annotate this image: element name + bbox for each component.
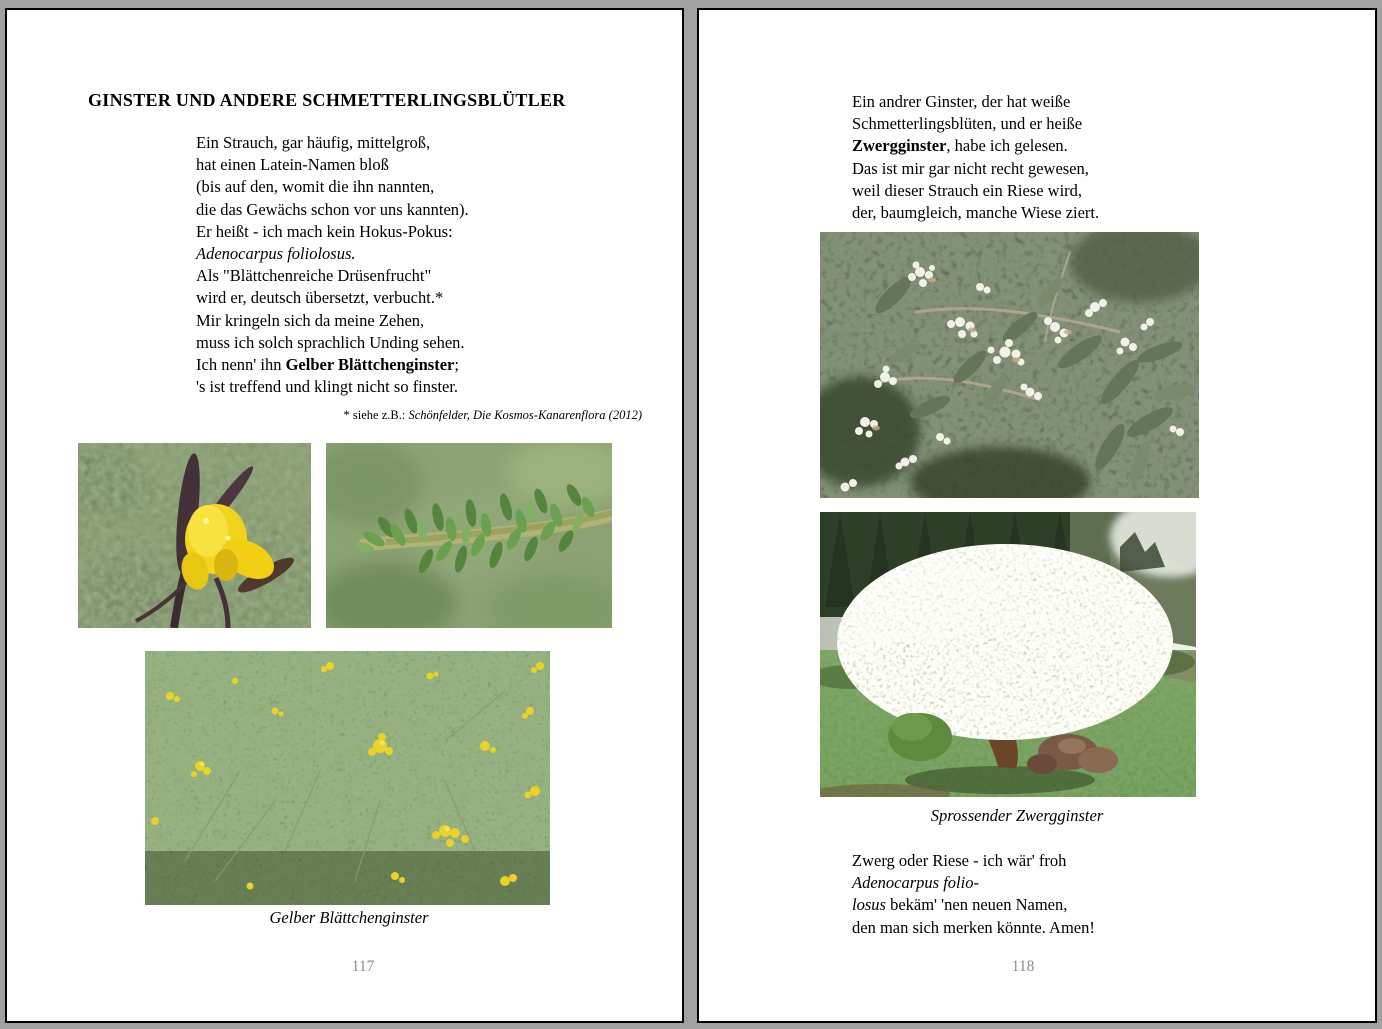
poem-line: Zwerg oder Riese - ich wär' froh — [852, 851, 1067, 870]
poem-line: wird er, deutsch übersetzt, verbucht.* — [196, 288, 444, 308]
poem-line: Ein andrer Ginster, der hat weiße — [852, 92, 1071, 111]
poem-zwerg-oder-riese — [852, 850, 1095, 939]
poem-line: Er heißt - ich mach kein Hokus-Pokus: — [196, 221, 453, 241]
poem-line: den man sich merken könnte. Amen! — [852, 917, 1095, 937]
photo-caption: Gelber Blättchenginster — [269, 908, 429, 927]
photo-flowering-shrub-landscape — [820, 512, 1196, 797]
poem-line: Ein Strauch, gar häufig, mittelgroß, — [196, 133, 431, 152]
poem-line: Als "Blättchenreiche Drüsenfrucht" — [196, 266, 432, 286]
page-number: 118 — [1011, 958, 1035, 975]
poem-line: losus bekäm' 'nen neuen Namen, — [852, 895, 1068, 915]
poem-line: Das ist mir gar nicht recht gewesen, — [852, 158, 1089, 178]
poem-line: Mir kringeln sich da meine Zehen, — [196, 310, 425, 330]
poem-line: Adenocarpus foliolosus. — [196, 244, 356, 264]
poem-line: hat einen Latein-Namen bloß — [196, 155, 389, 175]
poem-line: (bis auf den, womit die ihn nannten, — [196, 177, 435, 197]
poem-gelber-blaettchenginster — [196, 132, 469, 398]
photo-caption: Sprossender Zwergginster — [930, 806, 1104, 825]
page-title: GINSTER UND ANDERE SCHMETTERLINGSBLÜTLER — [88, 90, 566, 110]
poem-line: 's ist treffend und klingt nicht so finster. — [196, 377, 459, 397]
poem-line: muss ich solch sprachlich Unding sehen. — [196, 332, 465, 352]
photo-yellow-flower-closeup — [78, 443, 311, 628]
poem-line: die das Gewächs schon vor uns kannten). — [196, 199, 469, 219]
book-page-118 — [697, 8, 1377, 1023]
poem-line: Zwergginster, habe ich gelesen. — [852, 136, 1068, 156]
photo-yellow-flowering-bush — [145, 651, 550, 905]
poem-line: Adenocarpus folio- — [852, 873, 979, 893]
footnote-source: Schönfelder, Die Kosmos-Kanarenflora (2012) — [408, 408, 642, 422]
photo-leafy-branch — [326, 443, 612, 628]
poem-line: der, baumgleich, manche Wiese ziert. — [852, 203, 1100, 223]
poem-line: Ich nenn' ihn Gelber Blättchenginster; — [196, 355, 459, 375]
footnote — [344, 408, 642, 423]
poem-zwergginster — [852, 91, 1099, 224]
poem-line: weil dieser Strauch ein Riese wird, — [852, 180, 1083, 200]
poem-line: Schmetterlingsblüten, und er heiße — [852, 114, 1083, 134]
book-page-117 — [5, 8, 684, 1023]
photo-white-blossom-branches — [820, 232, 1199, 498]
footnote-marker-text: * siehe z.B.: — [343, 408, 409, 422]
page-number: 117 — [351, 958, 375, 975]
